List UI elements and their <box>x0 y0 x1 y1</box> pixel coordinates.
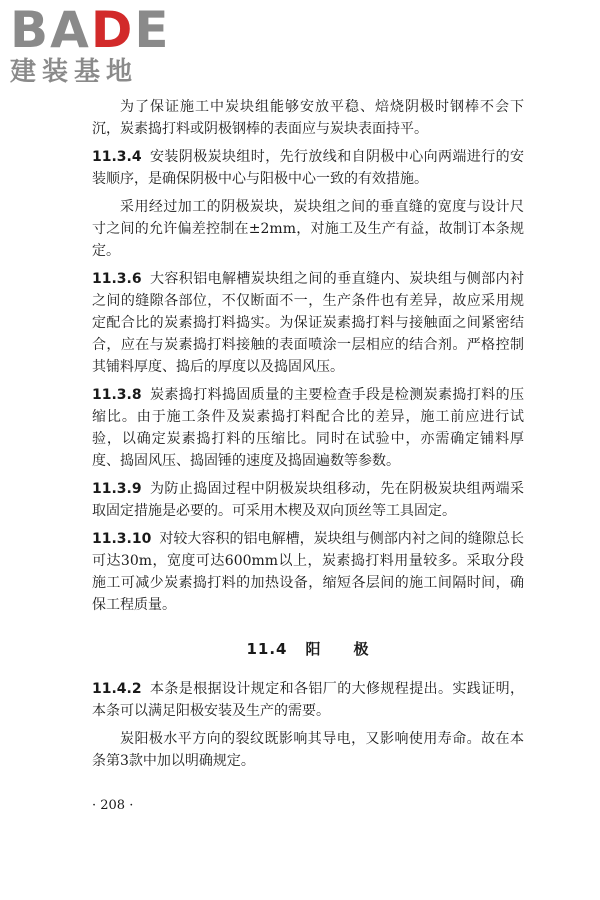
clause-number: 11.4.2 <box>92 681 142 697</box>
bade-logo <box>10 1 180 92</box>
logo-subtitle: 建装基地 <box>10 57 139 87</box>
section-heading: 11.4 阳 极 <box>246 640 370 658</box>
paragraph: 采用经过加工的阴极炭块，炭块组之间的垂直缝的宽度与设计尺寸之间的允许偏差控制在±2mm，对施工及生产有益，故制订本条规定。 <box>92 199 524 259</box>
paragraph-11-3-10: 11.3.10 对较大容积的铝电解槽，炭块组与侧部内衬之间的缝隙总长可达30m，宽度可达600mm以上，炭素捣打料用量较多。采取分段施工可减少炭素捣打料的加热设备，缩短各层间的施工间隔时间，确保工程质量。 <box>92 531 524 613</box>
paragraph-11-3-6: 11.3.6 大容积铝电解槽炭块组之间的垂直缝内、炭块组与侧部内衬之间的缝隙各部位，不仅断面不一，生产条件也有差异，故应采用规定配合比的炭素捣打料捣实。为保证炭素捣打料与接触面之间紧密结合，应在与炭素捣打料接触的表面喷涂一层相应的结合剂。严格控制其铺料厚度、捣后的厚度以及捣固风压。 <box>92 271 524 375</box>
clause-number: 11.3.8 <box>92 387 142 403</box>
paragraph-11-3-9: 11.3.9 为防止捣固过程中阴极炭块组移动，先在阴极炭块组两端采取固定措施是必要的。可采用木楔及双向顶丝等工具固定。 <box>92 481 524 519</box>
clause-number: 11.3.10 <box>92 531 152 547</box>
paragraph-11-4-2: 11.4.2 本条是根据设计规定和各铝厂的大修规程提出。实践证明，本条可以满足阳极安装及生产的需要。 <box>92 681 524 719</box>
clause-number: 11.3.4 <box>92 149 142 165</box>
logo-wordmark: BADE <box>10 1 171 59</box>
page-number: · 208 · <box>92 798 134 813</box>
clause-number: 11.3.6 <box>92 271 142 287</box>
paragraph-11-3-4: 11.3.4 安装阴极炭块组时，先行放线和自阴极中心向两端进行的安装顺序，是确保阴极中心与阳极中心一致的有效措施。 <box>92 149 524 187</box>
paragraph-11-3-8: 11.3.8 炭素捣打料捣固质量的主要检查手段是检测炭素捣打料的压缩比。由于施工条件及炭素捣打料配合比的差异，施工前应进行试验，以确定炭素捣打料的压缩比。同时在试验中，亦需确定铺料厚度、捣固风压、捣固锤的速度及捣固遍数等参数。 <box>92 387 524 469</box>
paragraph: 炭阳极水平方向的裂纹既影响其导电，又影响使用寿命。故在本条第3款中加以明确规定。 <box>92 731 524 769</box>
paragraph: 为了保证施工中炭块组能够安放平稳、焙烧阴极时钢棒不会下沉，炭素捣打料或阴极钢棒的表面应与炭块表面持平。 <box>92 99 524 137</box>
document-body <box>92 96 524 778</box>
clause-number: 11.3.9 <box>92 481 142 497</box>
